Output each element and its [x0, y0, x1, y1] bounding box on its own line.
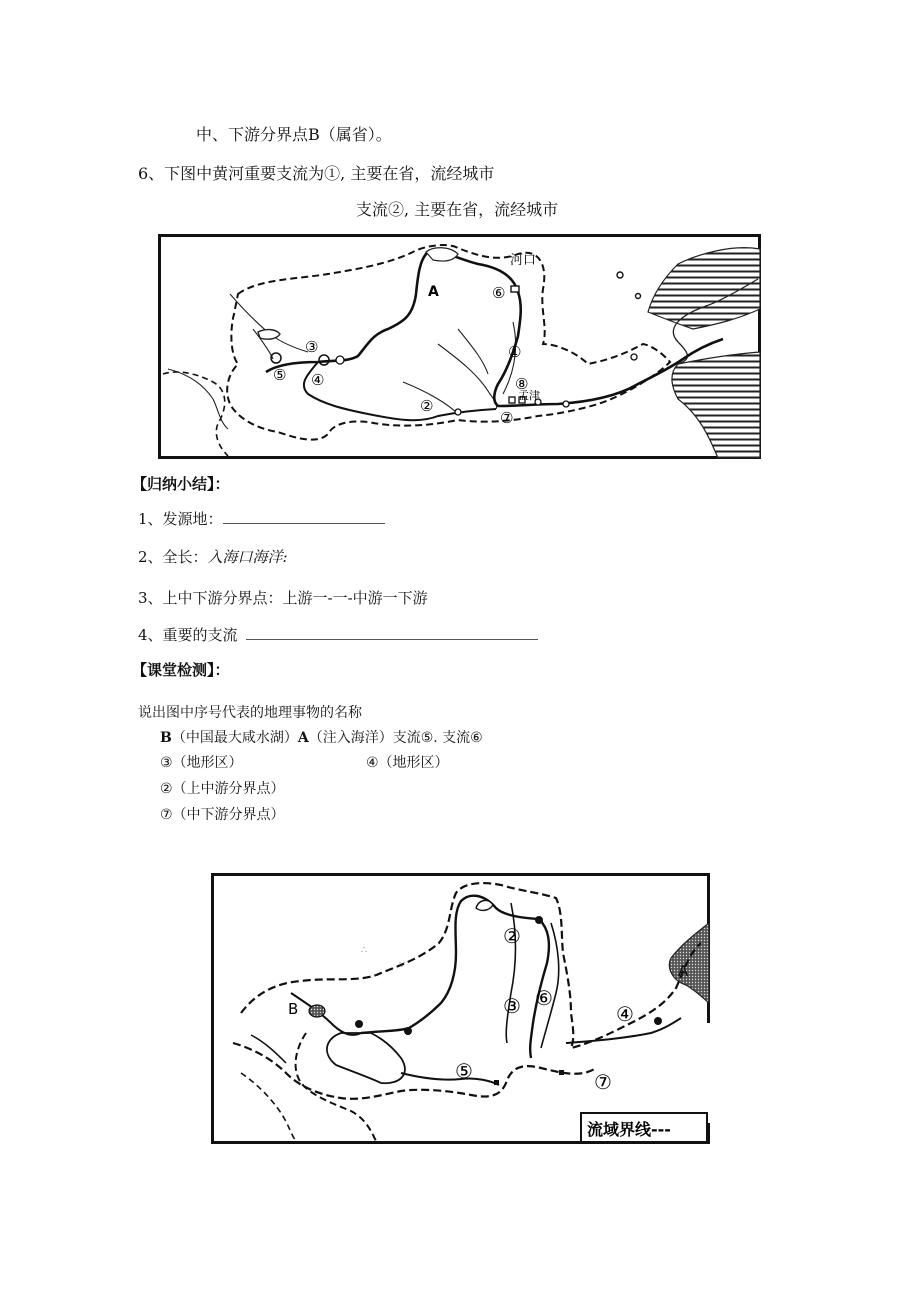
map2-label-B: B [288, 1000, 299, 1018]
map2-marker-5: ⑤ [455, 1059, 473, 1083]
check-intro: 说出图中序号代表的地理事物的名称 [138, 705, 362, 721]
map2-marker-2: ② [503, 924, 521, 948]
summary-item-3: 3、上中下游分界点：上游一-一-中游一下游 [138, 589, 428, 607]
check-row-2-right: ④（地形区） [366, 755, 449, 771]
check-row-2-left: ③（地形区） [160, 755, 243, 771]
yellow-river-map-1 [158, 234, 762, 460]
map2-marker-4: ④ [616, 1002, 634, 1026]
marker-6: ⑥ [492, 284, 506, 302]
check-row-3: ②（上中游分界点） [160, 781, 285, 797]
svg-text:∴: ∴ [361, 945, 368, 956]
boundary-line: 中、下游分界点B（属省）。 [196, 125, 392, 144]
map2-legend: 流域界线--- [587, 1120, 671, 1139]
summary-item-4: 4、重要的支流 [138, 624, 538, 645]
check-row-1: B（中国最大咸水湖）A（注入海洋）支流⑤. 支流⑥ [160, 730, 483, 746]
question-6-line1: 6、下图中黄河重要支流为①, 主要在省，流经城市 [138, 164, 495, 183]
question-6-line2: 支流②, 主要在省，流经城市 [356, 200, 559, 219]
check-title: 【课堂检测】： [132, 661, 230, 679]
map2-frame [213, 875, 709, 1143]
map2-lake-B [309, 1005, 325, 1017]
marker-1: ① [508, 343, 522, 361]
yellow-river-map-2 [211, 873, 711, 1145]
map1-label-A: A [428, 284, 439, 300]
check-row-4: ⑦（中下游分界点） [160, 807, 285, 823]
marker-2: ② [420, 397, 434, 415]
map2-marker-6: ⑥ [535, 986, 553, 1010]
summary-item-1: 1、发源地： [138, 508, 385, 529]
map2-marker-3: ③ [503, 994, 521, 1018]
marker-4: ④ [311, 371, 325, 389]
summary-item-2: 2、全长：入海口海洋: [138, 548, 288, 566]
map2-label-A: A [678, 962, 689, 980]
marker-7: ⑦ [500, 409, 514, 427]
marker-8: ⑧ [515, 375, 529, 393]
svg-text:∵: ∵ [399, 960, 406, 971]
mengjin-label: 孟津 [518, 389, 540, 402]
summary-title: 【归纳小结】： [132, 475, 230, 493]
marker-5: ⑤ [273, 366, 287, 384]
map2-marker-7: ⑦ [594, 1070, 612, 1094]
hekou-label: 河口 [510, 253, 537, 268]
marker-3: ③ [305, 338, 319, 356]
map-frame [160, 236, 760, 458]
